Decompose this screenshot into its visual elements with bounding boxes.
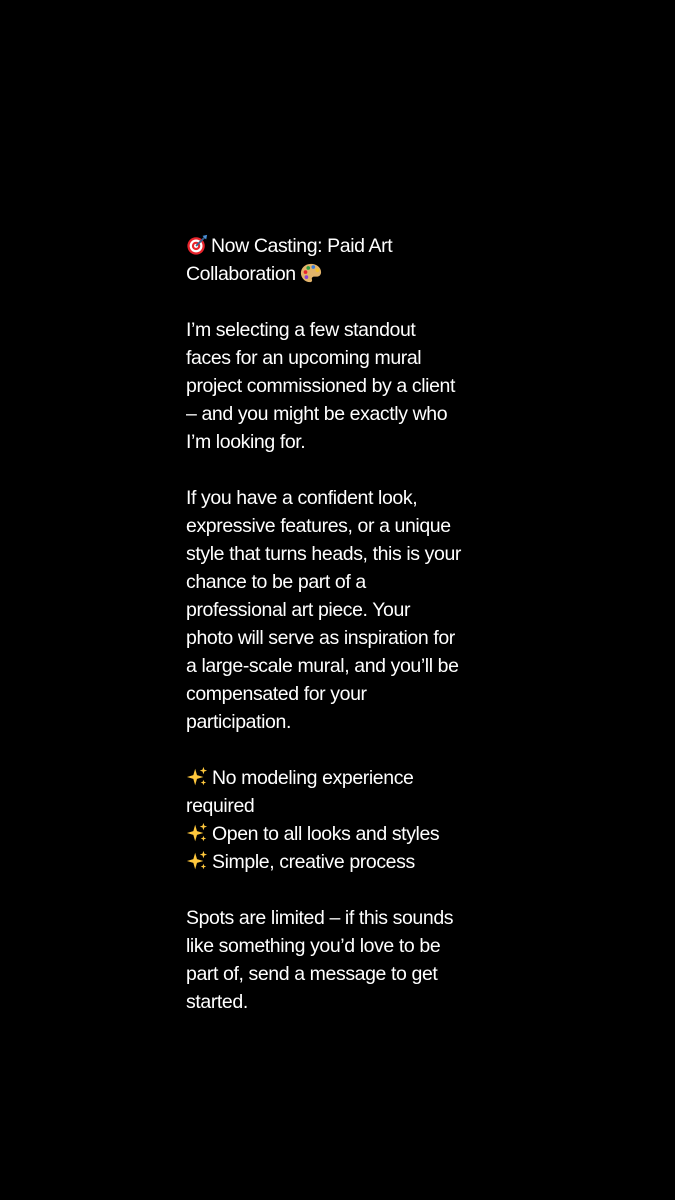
artist-palette-icon: [300, 262, 322, 284]
benefit-item: [186, 820, 461, 848]
intro-paragraph: I’m selecting a few standout faces for an upcoming mural project commissioned by a client – and you might be exactly who I’m looking for.: [186, 319, 455, 453]
sparkles-icon: [186, 766, 208, 788]
benefit-item: [186, 848, 461, 876]
direct-hit-target-icon: [186, 234, 208, 256]
post-heading: [186, 232, 461, 288]
benefit-text: No modeling experience required: [186, 767, 414, 817]
closing-paragraph: Spots are limited – if this sounds like something you’d love to be part of, send a message to get started.: [186, 907, 454, 1013]
benefit-item: [186, 764, 461, 820]
sparkles-icon: [186, 850, 208, 872]
benefit-text: Simple, creative process: [212, 851, 415, 873]
sparkles-icon: [186, 822, 208, 844]
benefit-text: Open to all looks and styles: [212, 823, 440, 845]
casting-post-text: [186, 232, 461, 1016]
post-heading-text: Now Casting: Paid Art Collaboration: [186, 235, 393, 285]
benefits-list: [186, 764, 461, 876]
details-paragraph: If you have a confident look, expressive features, or a unique style that turns heads, this is your chance to be part of a professional art piece. Your photo will serve as inspiration for a large-scale mural, and you’ll be compensated for your participation.: [186, 487, 461, 733]
